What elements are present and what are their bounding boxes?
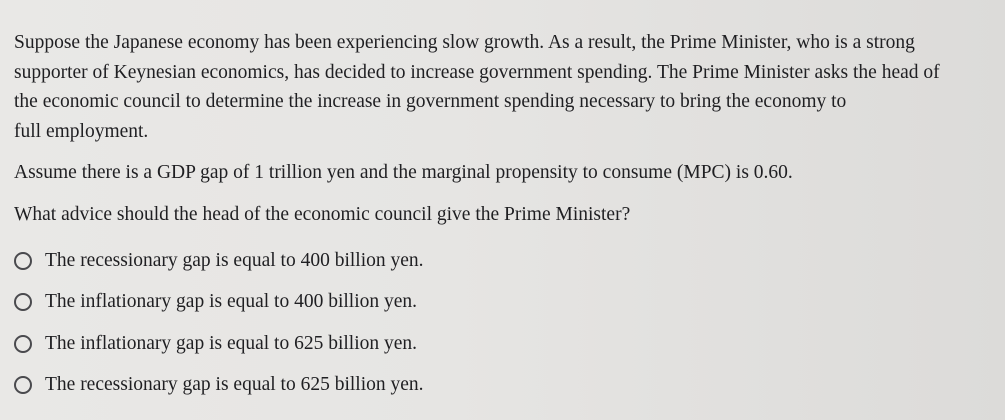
answer-option-label: The recessionary gap is equal to 400 billion yen. [45,249,424,271]
question-prompt: What advice should the head of the economic council give the Prime Minister? [14,204,631,225]
question-text-line: supporter of Keynesian economics, has decided to increase government spending. The Prime Minister asks the head of [14,61,940,83]
radio-button-icon[interactable] [14,252,32,270]
radio-button-icon[interactable] [14,293,32,311]
answer-option-label: The inflationary gap is equal to 625 billion yen. [45,332,418,354]
answer-option-label: The recessionary gap is equal to 625 billion yen. [45,374,424,396]
answer-option-3[interactable] [14,323,424,365]
question-assumption: Assume there is a GDP gap of 1 trillion yen and the marginal propensity to consume (MPC) is 0.60. [14,162,793,183]
answer-option-2[interactable] [14,282,424,324]
question-text-line: the economic council to determine the increase in government spending necessary to bring the economy to [14,91,847,112]
answer-options [14,240,424,406]
radio-button-icon[interactable] [14,335,32,353]
question-text-line: full employment. [14,120,149,142]
question-text-line: Suppose the Japanese economy has been experiencing slow growth. As a result, the Prime Minister, who is a strong [14,32,915,53]
question-paragraph-1 [14,28,1004,146]
answer-option-1[interactable] [14,240,424,282]
answer-option-label: The inflationary gap is equal to 400 billion yen. [45,291,418,313]
radio-button-icon[interactable] [14,376,32,394]
answer-option-4[interactable] [14,365,424,407]
